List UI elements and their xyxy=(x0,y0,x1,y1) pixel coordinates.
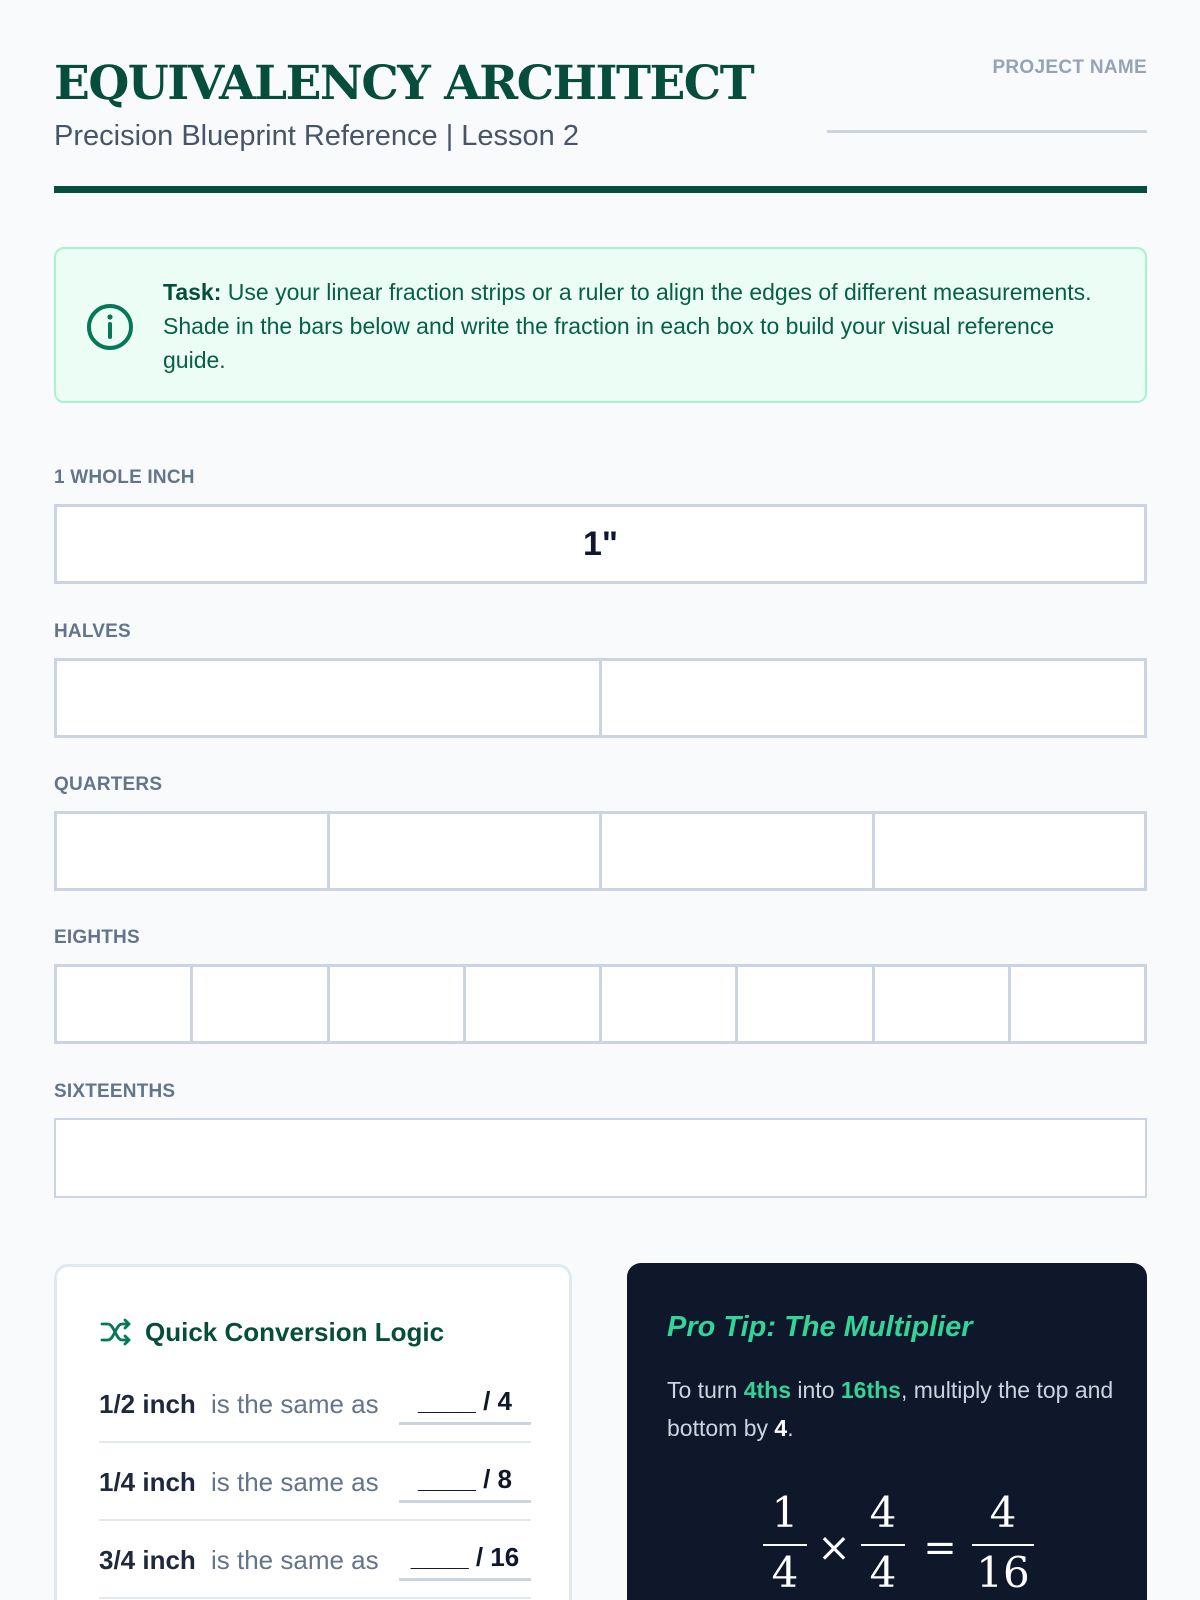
strip-label-quarters: QUARTERS xyxy=(54,774,163,795)
info-circle-icon xyxy=(84,301,136,353)
shuffle-icon xyxy=(99,1315,133,1349)
strip-cell[interactable] xyxy=(54,811,330,891)
strip-cell[interactable] xyxy=(54,658,602,738)
strip-label-sixteenths: SIXTEENTHS xyxy=(54,1081,176,1102)
strip-sixteenths xyxy=(54,1118,1147,1198)
conversion-row xyxy=(99,1371,531,1443)
pro-tip-text: , multiply the top and bottom by xyxy=(667,1377,1114,1441)
strip-cell[interactable] xyxy=(735,964,874,1044)
strip-label-whole: 1 WHOLE INCH xyxy=(54,467,195,488)
pro-tip-highlight: 16ths xyxy=(840,1377,901,1403)
conversion-from: 3/4 inch xyxy=(99,1545,196,1575)
strip-cell[interactable]: 1" xyxy=(54,504,1147,584)
strip-halves xyxy=(54,658,1147,738)
conversion-phrase: is the same as xyxy=(211,1467,379,1497)
equation-denominator: 4 xyxy=(771,1548,799,1597)
conversion-from: 1/4 inch xyxy=(99,1467,196,1497)
strip-quarters xyxy=(54,811,1147,891)
strip-cell[interactable] xyxy=(327,811,603,891)
strip-cell[interactable] xyxy=(599,964,738,1044)
equation-denominator: 4 xyxy=(869,1548,897,1597)
project-name-field[interactable] xyxy=(827,130,1147,133)
pro-tip-highlight: 4ths xyxy=(743,1377,792,1403)
header xyxy=(54,56,1147,194)
strip-cell[interactable] xyxy=(599,811,875,891)
strip-cell[interactable] xyxy=(872,811,1148,891)
equation-denominator: 16 xyxy=(976,1548,1030,1597)
pro-tip-text: into xyxy=(791,1377,841,1403)
pro-tip-title: Pro Tip: The Multiplier xyxy=(667,1311,973,1343)
strip-label-halves: HALVES xyxy=(54,621,131,642)
strip-cell[interactable] xyxy=(463,964,602,1044)
header-divider xyxy=(54,186,1147,193)
pro-tip-body xyxy=(667,1371,1117,1447)
pro-tip-text: To turn xyxy=(667,1377,744,1403)
conversion-answer-field[interactable]: ____ / 4 xyxy=(399,1381,531,1425)
equation-equals: = xyxy=(923,1525,957,1571)
strip-cell[interactable] xyxy=(327,964,466,1044)
task-box xyxy=(54,247,1147,403)
strip-cell[interactable] xyxy=(1008,964,1147,1044)
worksheet-page xyxy=(54,0,1147,1600)
conversion-answer-field[interactable]: ____ / 8 xyxy=(399,1459,531,1503)
pro-tip-card xyxy=(627,1263,1147,1600)
multiplier-equation xyxy=(627,1463,1147,1600)
strip-eighths xyxy=(54,964,1147,1044)
conversion-logic-title: Quick Conversion Logic xyxy=(145,1316,445,1347)
conversion-from: 1/2 inch xyxy=(99,1389,196,1419)
page-title: EQUIVALENCY ARCHITECT xyxy=(54,56,754,111)
conversion-row xyxy=(99,1527,531,1599)
project-name-label: PROJECT NAME xyxy=(992,57,1147,78)
task-lead: Task: xyxy=(163,279,222,305)
strip-cell[interactable] xyxy=(54,1118,1147,1198)
conversion-logic-header xyxy=(99,1315,444,1349)
page-subtitle: Precision Blueprint Reference | Lesson 2 xyxy=(54,120,579,152)
conversion-answer-field[interactable]: ____ / 16 xyxy=(399,1537,531,1581)
task-instructions xyxy=(163,275,1123,377)
equation-numerator: 4 xyxy=(869,1488,897,1537)
conversion-row xyxy=(99,1449,531,1521)
equation-numerator: 4 xyxy=(989,1488,1017,1537)
strip-cell[interactable] xyxy=(599,658,1147,738)
strip-cell[interactable] xyxy=(872,964,1011,1044)
strip-label-eighths: EIGHTHS xyxy=(54,927,140,948)
pro-tip-text: . xyxy=(787,1415,794,1441)
strip-whole xyxy=(54,504,1147,584)
equation-numerator: 1 xyxy=(771,1488,799,1537)
conversion-logic-card xyxy=(54,1264,572,1600)
conversion-phrase: is the same as xyxy=(211,1545,379,1575)
strip-cell[interactable] xyxy=(190,964,329,1044)
conversion-phrase: is the same as xyxy=(211,1389,379,1419)
task-body: Use your linear fraction strips or a ruler to align the edges of different measurements. Shade in the bars below and write the fraction in each box to build your visual reference guide. xyxy=(163,279,1092,373)
pro-tip-emphasis: 4 xyxy=(774,1415,788,1441)
equation-operator: × xyxy=(817,1525,851,1571)
strip-cell[interactable] xyxy=(54,964,193,1044)
